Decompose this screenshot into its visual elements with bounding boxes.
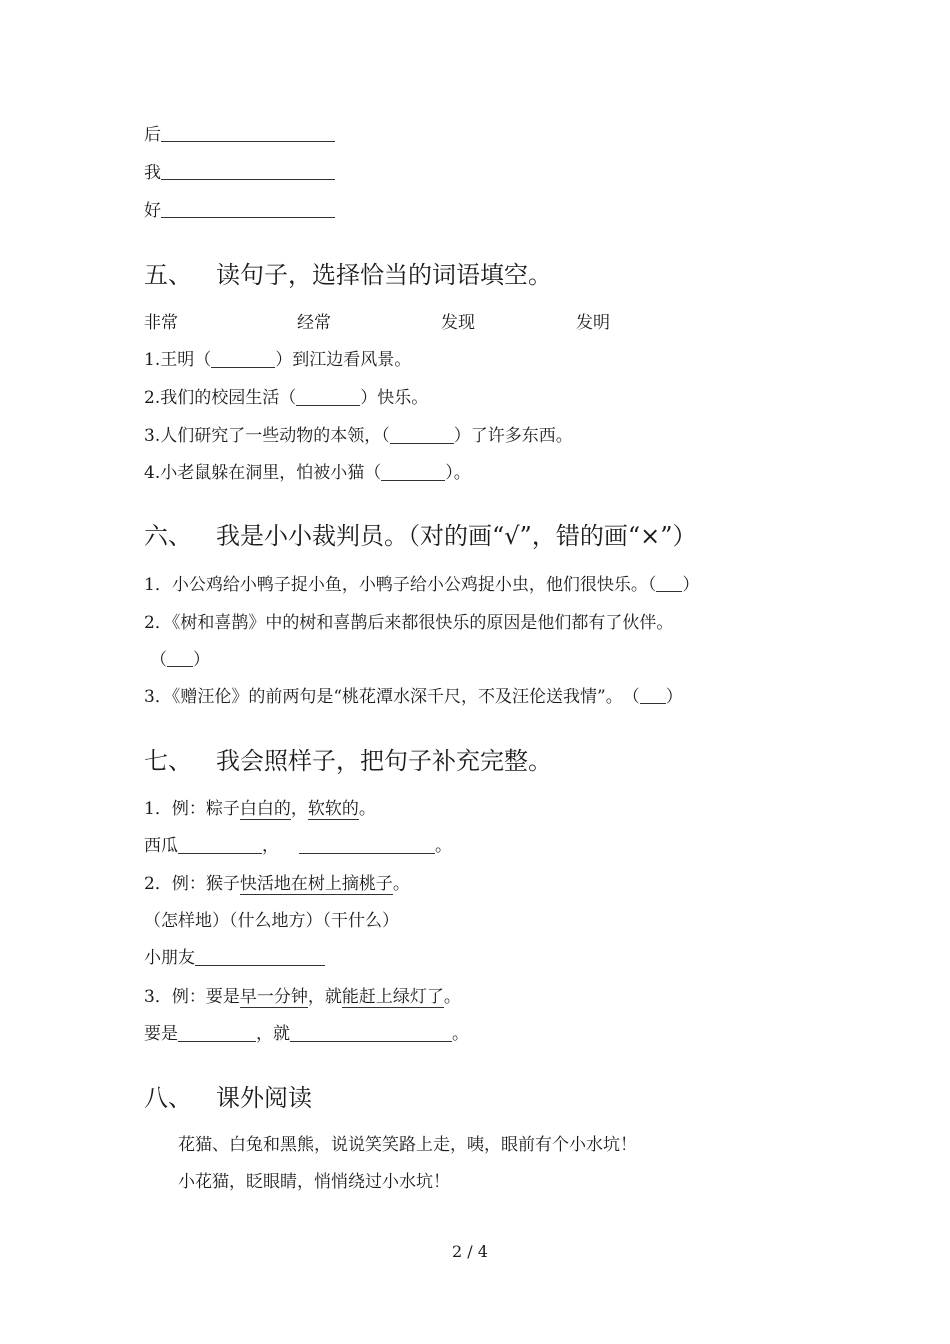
answer-blank[interactable]: [381, 463, 445, 481]
underlined-phrase: 摘桃子: [341, 874, 393, 894]
underlined-phrase: 白白的: [239, 799, 291, 819]
reading-paragraph: 花猫、白兔和黑熊，说说笑笑路上走，咦，眼前有个小水坑！: [178, 1135, 637, 1155]
section-number: 八、: [144, 1084, 192, 1112]
example-sentence: 1．例：粽子白白的，软软的。: [144, 799, 376, 819]
underlined-phrase: 软软的: [307, 799, 359, 819]
reading-paragraph: 小花猫，眨眼睛，悄悄绕过小水坑！: [178, 1172, 450, 1192]
hint-labels: （怎样地）（什么地方）（干什么）: [144, 911, 399, 931]
answer-blank[interactable]: [178, 836, 262, 854]
section-title: 课外阅读: [216, 1084, 312, 1112]
question-item: 3.人们研究了一些动物的本领，（ ）了许多东西。: [144, 426, 573, 446]
underlined-phrase: 快活地: [239, 874, 291, 894]
write-row: [144, 196, 335, 221]
page-number: 2 / 4: [452, 1242, 488, 1261]
answer-blank[interactable]: [161, 124, 335, 142]
write-char: 后: [144, 125, 161, 145]
answer-blank[interactable]: [299, 836, 435, 854]
answer-blank[interactable]: [390, 426, 454, 444]
question-item: 2.我们的校园生活（ ）快乐。: [144, 388, 429, 408]
section-number: 五、: [144, 261, 192, 289]
question-item: 4.小老鼠躲在洞里，怕被小猫（ ）。: [144, 463, 471, 483]
answer-blank[interactable]: [167, 649, 193, 667]
section-title: 读句子，选择恰当的词语填空。: [216, 261, 552, 289]
section-title: 我是小小裁判员。（对的画“√”，错的画“×”）: [216, 522, 697, 550]
answer-blank[interactable]: [161, 162, 335, 180]
answer-blank[interactable]: [195, 948, 325, 966]
underlined-phrase: 在树上: [290, 874, 342, 894]
section-title: 我会照样子，把句子补充完整。: [216, 747, 552, 775]
write-row: [144, 158, 335, 183]
write-char: 我: [144, 163, 161, 183]
underlined-phrase: 早一分钟: [239, 987, 308, 1007]
answer-blank[interactable]: [161, 200, 335, 218]
write-char: 好: [144, 201, 161, 221]
word-option: 非常: [144, 313, 178, 333]
answer-blank[interactable]: [178, 1024, 256, 1042]
answer-blank[interactable]: [296, 388, 360, 406]
word-option: 经常: [297, 313, 331, 333]
section-heading: [144, 255, 552, 290]
section-number: 七、: [144, 747, 192, 775]
answer-blank[interactable]: [656, 574, 682, 592]
judge-item: 2．《树和喜鹊》中的树和喜鹊后来都很快乐的原因是他们都有了伙伴。: [144, 613, 674, 633]
word-option: 发明: [576, 313, 610, 333]
example-sentence: 2．例：猴子快活地在树上摘桃子。: [144, 874, 410, 894]
answer-blank[interactable]: [211, 350, 275, 368]
fill-sentence: 小朋友: [144, 943, 325, 968]
section-heading: [144, 516, 696, 551]
section-number: 六、: [144, 522, 192, 550]
question-item: 1.王明（ ）到江边看风景。: [144, 350, 412, 370]
section-heading: [144, 741, 552, 776]
write-row: [144, 120, 335, 145]
judge-item: 3．《赠汪伦》的前两句是“桃花潭水深千尺，不及汪伦送我情”。 （ ）: [144, 687, 683, 707]
judge-answer: （ ）: [150, 650, 210, 670]
fill-sentence: 要是 ，就 。: [144, 1024, 469, 1044]
underlined-phrase: 能赶上绿灯了: [341, 987, 444, 1007]
word-option: 发现: [441, 313, 475, 333]
judge-item: 1．小公鸡给小鸭子捉小鱼，小鸭子给小公鸡捉小虫，他们很快乐。（ ）: [144, 575, 700, 595]
fill-sentence: 西瓜 ， 。: [144, 836, 452, 856]
section-heading: [144, 1078, 312, 1113]
example-sentence: 3．例：要是早一分钟，就能赶上绿灯了。: [144, 987, 461, 1007]
answer-blank[interactable]: [640, 686, 666, 704]
answer-blank[interactable]: [290, 1024, 452, 1042]
